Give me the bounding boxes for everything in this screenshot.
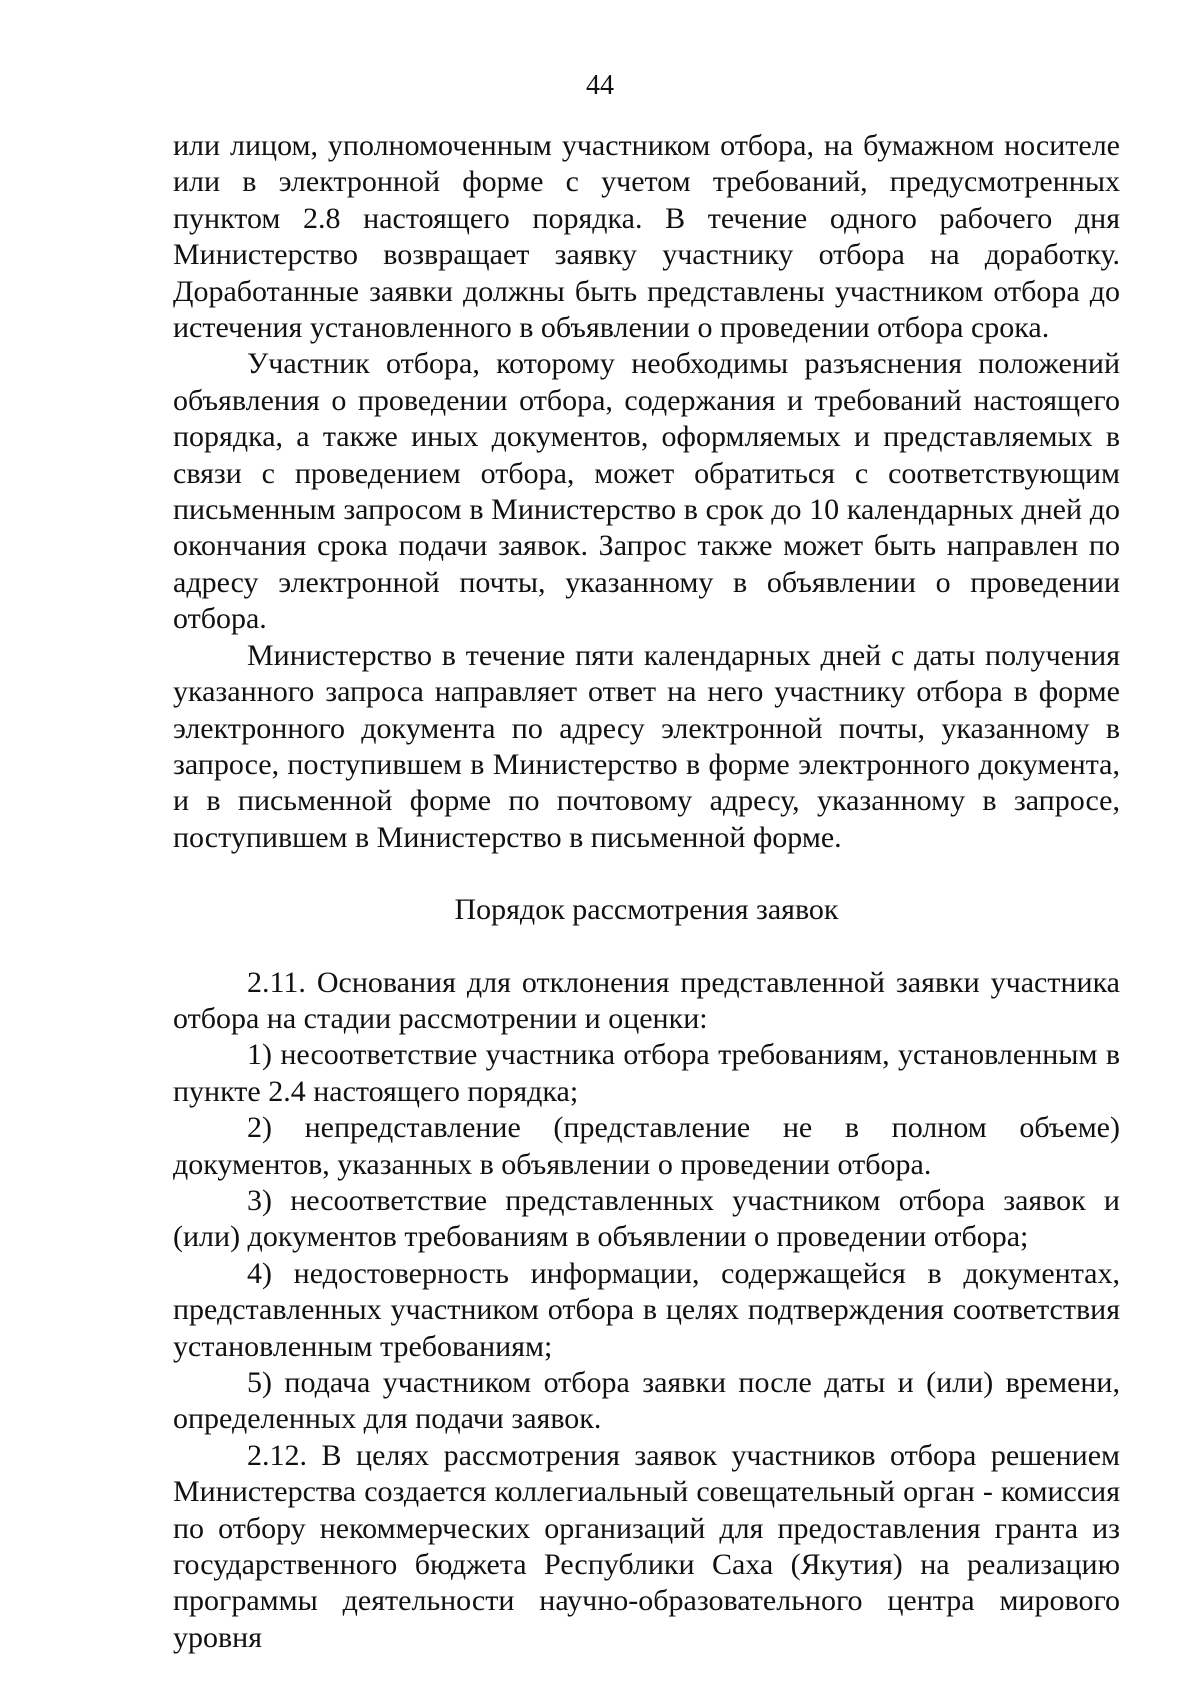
paragraph-2-12-commission [173, 1438, 1120, 1656]
paragraph-continuation: или лицом, уполномоченным участником отбора, на бумажном носителе или в электронной форме с учетом требований, предусмотренных пунктом 2.8 настоящего порядка. В течение одного рабочего дня Министерство возвращает заявку участнику отбора на доработку. Доработанные заявки должны быть представлены участником отбора до истечения установленного в объявлении о проведении отбора срока. [173, 129, 1120, 345]
page-number: 44 [586, 70, 614, 101]
list-item-1: 1) несоответствие участника отбора требованиям, установленным в пункте 2.4 настоящего порядка; [173, 1038, 1120, 1108]
list-item-4: 4) недостоверность информации, содержащейся в документах, представленных участником отбора в целях подтверждения соответствия установленным требованиям; [173, 1256, 1120, 1363]
document-body [173, 128, 1120, 1656]
paragraph-2-12-text: 2.12. В целях рассмотрения заявок участников отбора решением Министерства создается коллегиальный совещательный орган - комиссия по отбору некоммерческих организаций для предоставления гранта из государственного бюджета Республики Саха (Якутия) на реализацию программы деятельности научно-образовательного центра мирового уровня [173, 1438, 1120, 1654]
list-item-2: 2) непредставление (представление не в полном объеме) документов, указанных в объявлении о проведении отбора. [173, 1111, 1120, 1181]
list-item-3: 3) несоответствие представленных участником отбора заявок и (или) документов требованиям в объявлении о проведении отбора; [173, 1183, 1120, 1254]
paragraph-2-11-grounds: 2.11. Основания для отклонения представленной заявки участника отбора на стадии рассмотрении и оценки: [173, 965, 1120, 1035]
paragraph-clarification-request: Участник отбора, которому необходимы разъяснения положений объявления о проведении отбора, содержания и требований настоящего порядка, а также иных документов, оформляемых и представляемых в связи с проведением отбора, может обратиться с соответствующим письменным запросом в Министерство в срок до 10 календарных дней до окончания срока подачи заявок. Запрос также может быть направлен по адресу электронной почты, указанному в объявлении о проведении отбора. [173, 347, 1120, 636]
section-heading: Порядок рассмотрения заявок [454, 893, 839, 927]
list-item-5: 5) подача участником отбора заявки после даты и (или) времени, определенных для подачи заявок. [173, 1366, 1120, 1436]
paragraph-ministry-response: Министерство в течение пяти календарных дней с даты получения указанного запроса направляет ответ на него участнику отбора в форме электронного документа по адресу электронной почты, указанному в запросе, поступившем в Министерство в форме электронного документа, и в письменной форме по почтовому адресу, указанному в запросе, поступившем в Министерство в письменной форме. [173, 638, 1120, 854]
